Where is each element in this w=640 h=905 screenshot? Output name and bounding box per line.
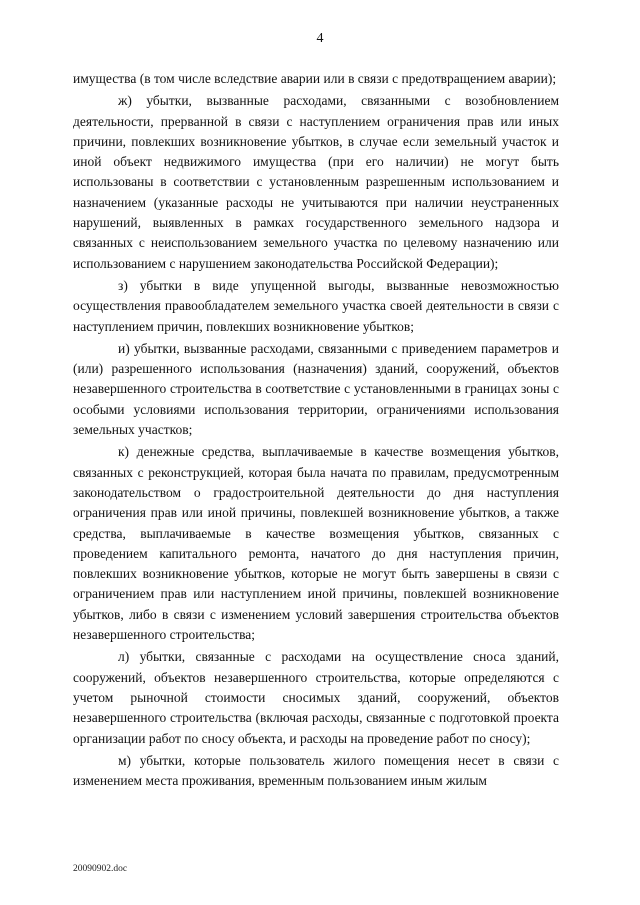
- document-body: [73, 69, 559, 791]
- paragraph-zh: ж) убытки, вызванные расходами, связанными с возобновлением деятельности, прерванной в связи с наступлением ограничения прав или иных причини, повлекших возникновение убытков, в случае если земельный участок и иной объект недвижимого имущества (при его наличии) не могут быть использованы в соответствии с установленным разрешенным использованием и назначением (указанные расходы не учитываются при наличии неустраненных нарушений, выявленных в рамках государственного земельного надзора и связанных с неиспользованием земельного участка по целевому назначению или использованием с нарушением законодательства Российской Федерации);: [73, 93, 559, 271]
- paragraph-z: з) убытки в виде упущенной выгоды, вызванные невозможностью осуществления правообладателем земельного участка своей деятельности в связи с наступлением причин, повлекших возникновение убытков;: [73, 277, 559, 334]
- paragraph-k: к) денежные средства, выплачиваемые в качестве возмещения убытков, связанных с реконструкцией, которая была начата по правилам, предусмотренным законодательством о градостроительной деятельности до дня наступления ограничения прав или иной причины, повлекшей возникновение убытков, а также средства, выплачиваемые в качестве возмещения убытков, связанных с проведением капитального ремонта, начатого до дня наступления причин, повлекших возникновение убытков, которые не могут быть завершены в связи с ограничением прав или наступлением иной причины, повлекшей возникновение убытков, либо в связи с изменением условий завершения строительства объектов незавершенного строительства;: [73, 444, 559, 643]
- file-name-footer: 20090902.doc: [73, 864, 128, 874]
- page-number: 4: [316, 31, 324, 46]
- paragraph-l: л) убытки, связанные с расходами на осуществление сноса зданий, сооружений, объектов незавершенного строительства, которые определяются с учетом рыночной стоимости сносимых зданий, сооружений, объектов незавершенного строительства (включая расходы, связанные с подготовкой проекта организации работ по сносу объекта, и расходы на проведение работ по сносу);: [73, 649, 559, 746]
- paragraph-continuation: имущества (в том числе вследствие аварии или в связи с предотвращением аварии);: [73, 71, 557, 86]
- paragraph-i: и) убытки, вызванные расходами, связанными с приведением параметров и (или) разрешенного использования (назначения) зданий, сооружений, объектов незавершенного строительства в соответствие с установленными в границах зоны с особыми условиями использования территории, ограничениями использования земельных участков;: [73, 340, 559, 438]
- paragraph-m: м) убытки, которые пользователь жилого помещения несет в связи с изменением места проживания, временным пользованием иным жилым: [73, 752, 559, 789]
